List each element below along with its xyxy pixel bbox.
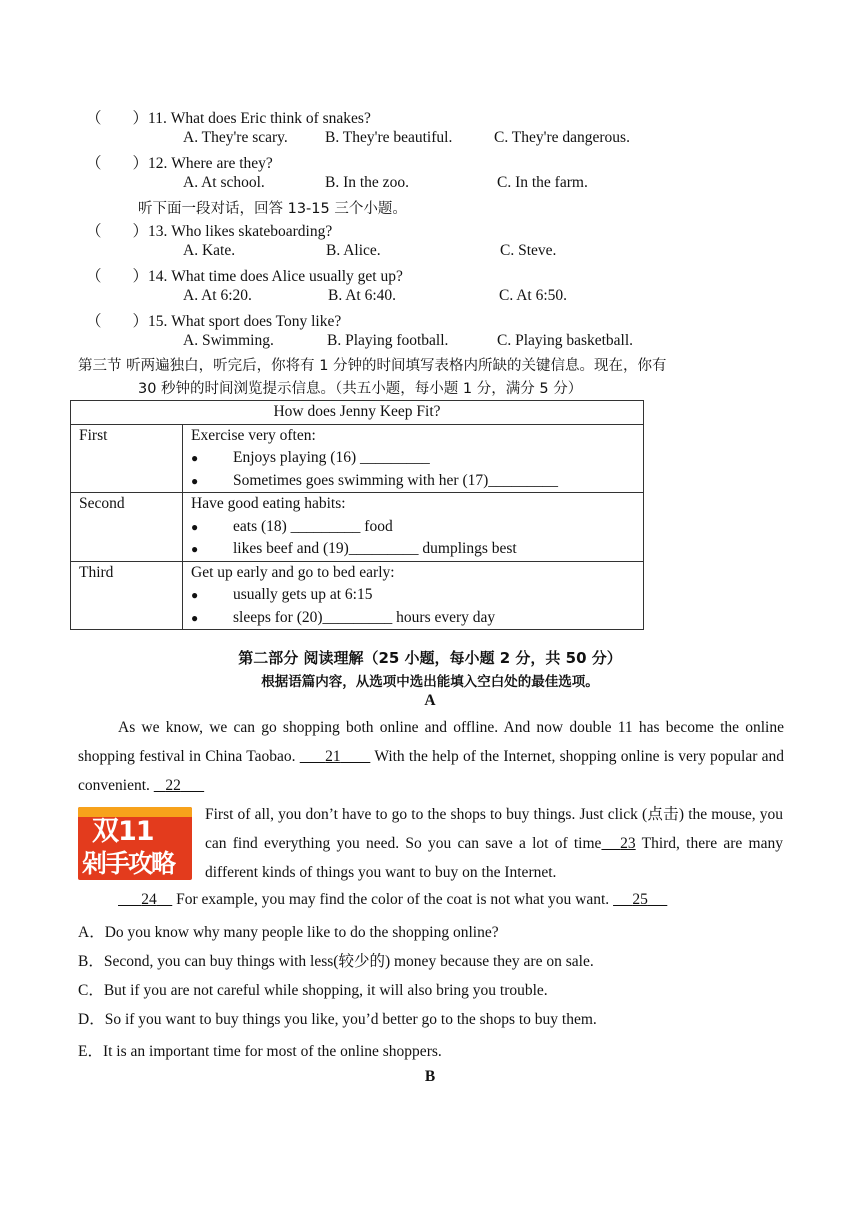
list-item[interactable]: ● sleeps for (20)_________ hours every day [191,607,635,630]
passage-paragraph [78,713,784,800]
question-14 [86,264,403,286]
question-15 [86,309,341,331]
section-b-heading: B [424,1068,436,1085]
table-row [71,493,644,562]
list-item[interactable]: ● Sometimes goes swimming with her (17)_________ [191,470,635,493]
option-b: B. Alice. [326,242,381,259]
answer-paren[interactable]: （ ） [86,223,149,240]
row-heading: Get up early and go to bed early: [191,563,395,581]
question-12 [86,151,273,173]
question-text: 12. Where are they? [148,155,273,172]
passage-text: For example, you may find the color of the coat is not what you want. [176,891,610,908]
option-b: B. Playing football. [327,332,449,349]
part2-instruction: 根据语篇内容，从选项中选出能填入空白处的最佳选项。 [261,674,599,690]
answer-paren[interactable]: （ ） [86,110,149,127]
row-content [183,561,644,630]
keep-fit-table [70,400,644,630]
section-a-heading: A [424,692,436,709]
option-c: C. Playing basketball. [497,332,634,349]
table-row [71,424,644,493]
logo-text: 双11 [92,816,154,847]
list-item[interactable]: ● eats (18) _________ food [191,516,635,539]
option-c: C. They're dangerous. [494,129,630,146]
list-item[interactable]: ● likes beef and (19)_________ dumplings best [191,538,635,561]
table-row [71,561,644,630]
question-text: 13. Who likes skateboarding? [148,223,333,240]
section3-instruction-line1: 第三节 听两遍独白，听完后，你将有 1 分钟的时间填写表格内所缺的关键信息。现在，你有 [78,358,667,374]
answer-paren[interactable]: （ ） [86,268,149,285]
passage-text: Third, there are many different kinds of things you want to buy on the Internet. [205,835,783,881]
option-a: A. At school. [183,174,265,191]
option-a: A. They're scary. [183,129,288,146]
question-11 [86,106,371,128]
row-content [183,493,644,562]
option-a: A. Swimming. [183,332,274,349]
option-a: A. At 6:20. [183,287,252,304]
choice-d[interactable]: D．So if you want to buy things you like, you’d better go to the shops to buy them. [78,1011,597,1028]
question-text: 11. What does Eric think of snakes? [148,110,371,127]
row-label: Third [71,561,183,630]
question-text: 15. What sport does Tony like? [148,313,342,330]
blank-24[interactable]: 24 [141,891,157,908]
passage-line [118,891,667,909]
passage-text: With the help of the Internet, shopping online is very popular and convenient. [78,748,785,794]
option-b: B. In the zoo. [325,174,409,191]
answer-paren[interactable]: （ ） [86,313,149,330]
option-c: C. In the farm. [497,174,588,191]
option-c: C. At 6:50. [499,287,568,304]
table-title: How does Jenny Keep Fit? [71,401,644,425]
part2-title: 第二部分 阅读理解（25 小题，每小题 2 分，共 50 分） [238,649,622,667]
row-heading: Have good eating habits: [191,495,346,512]
option-b: B. At 6:40. [328,287,397,304]
list-item[interactable]: ● Enjoys playing (16) _________ [191,447,635,470]
answer-paren[interactable]: （ ） [86,155,149,172]
blank-25[interactable]: 25 [632,891,648,908]
question-text: 14. What time does Alice usually get up? [148,268,403,285]
blank-23[interactable]: 23 [620,835,636,852]
passage-text: As we know, we can go shopping both online and offline. And now double 11 has become the online shopping festival in China Taobao. [78,719,784,765]
question-13 [86,219,332,241]
blank-22[interactable]: 22 [165,777,181,794]
instruction-13-15: 听下面一段对话，回答 13-15 三个小题。 [138,201,407,217]
logo-text: 剁手攻略 [82,849,175,878]
option-c: C. Steve. [500,242,557,259]
option-b: B. They're beautiful. [325,129,453,146]
option-a: A. Kate. [183,242,236,259]
choice-b[interactable]: B．Second, you can buy things with less(较少的) money because they are on sale. [78,953,594,970]
choice-e[interactable]: E．It is an important time for most of the online shoppers. [78,1043,442,1060]
double11-shopping-guide-image [78,807,192,880]
passage-paragraph [205,800,783,887]
list-item: ● usually gets up at 6:15 [191,584,635,607]
passage-text: First of all, you don’t have to go to the shops to buy things. Just click (点击) the mouse, you can find everything you need. So you can save a lot of time [205,806,783,852]
section3-instruction-line2: 30 秒钟的时间浏览提示信息。（共五小题，每小题 1 分，满分 5 分） [138,381,583,397]
row-label: First [71,424,183,493]
blank-21[interactable]: 21 [325,748,341,765]
row-heading: Exercise very often: [191,426,316,444]
row-content [183,424,644,493]
choice-c[interactable]: C．But if you are not careful while shopping, it will also bring you trouble. [78,982,548,999]
choice-a[interactable]: A．Do you know why many people like to do the shopping online? [78,924,499,941]
row-label: Second [71,493,183,562]
